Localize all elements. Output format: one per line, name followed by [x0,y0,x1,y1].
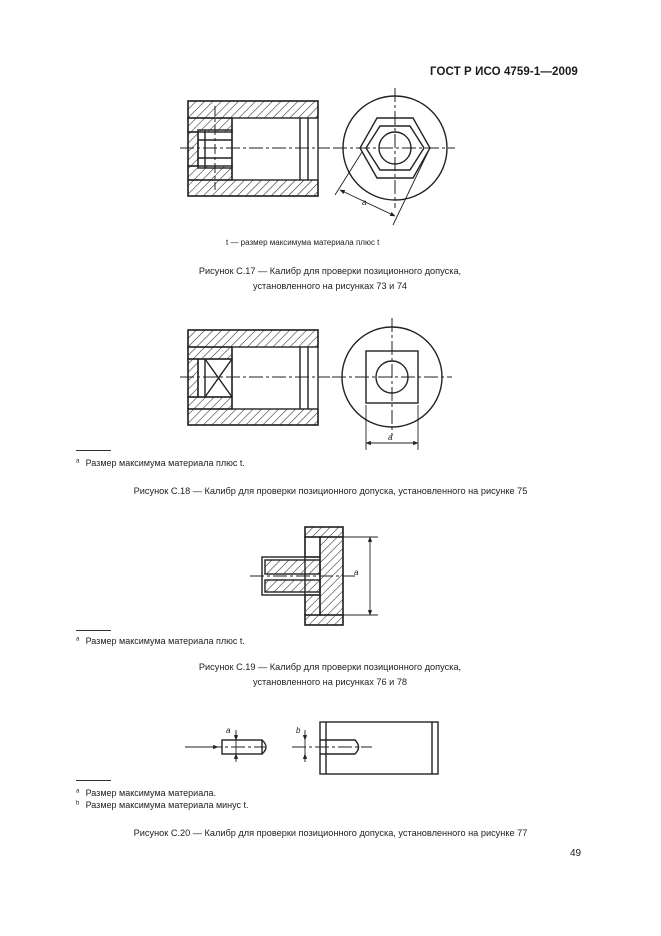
c19-dim-label: a [354,568,359,577]
c20-dim-label-a: a [226,726,231,735]
c18-caption: Рисунок С.18 — Калибр для проверки позиционного допуска, установленного на рисунке 75 [133,486,528,496]
page-number: 49 [570,848,582,859]
c18-note [76,458,245,468]
c20-footnote-rule [76,780,111,781]
c20-dim-label-b: b [296,726,301,735]
c18-footnote-rule [76,450,111,451]
c19-note-mark: a [76,636,80,643]
c19-note [76,636,245,646]
c18-dim-label: a [388,433,393,442]
c19-drawing [250,527,378,625]
c18-note-mark: a [76,458,80,465]
c17-caption-line1: Рисунок С.17 — Калибр для проверки позиционного допуска, [198,266,462,276]
c17-dim-label: a [362,198,367,207]
c20-note-a-mark: a [76,788,80,795]
c20-drawing [185,722,438,774]
c17-side-view [180,101,330,196]
document-header: ГОСТ Р ИСО 4759-1—2009 [430,66,578,78]
c19-caption-line2: установленного на рисунках 76 и 78 [252,677,408,687]
c20-note-b-text: Размер максимума материала минус t. [85,800,249,810]
c20-note-a-text: Размер максимума материала. [85,788,216,798]
c20-note-b [76,800,249,810]
c18-side-view [180,330,330,425]
c17-caption-line2: установленного на рисунках 73 и 74 [252,281,408,291]
c19-footnote-rule [76,630,111,631]
c18-note-text: Размер максимума материала плюс t. [85,458,245,468]
c19-note-text: Размер максимума материала плюс t. [85,636,245,646]
c19-caption-line1: Рисунок С.19 — Калибр для проверки позиционного допуска, [198,662,462,672]
c20-caption: Рисунок С.20 — Калибр для проверки позиционного допуска, установленного на рисунке 77 [133,828,528,838]
c18-front-view [332,318,452,450]
c20-note-a [76,788,216,798]
c17-note: t — размер максимума материала плюс t [226,238,380,247]
c17-front-view [333,88,455,225]
c20-note-b-mark: b [76,800,80,807]
